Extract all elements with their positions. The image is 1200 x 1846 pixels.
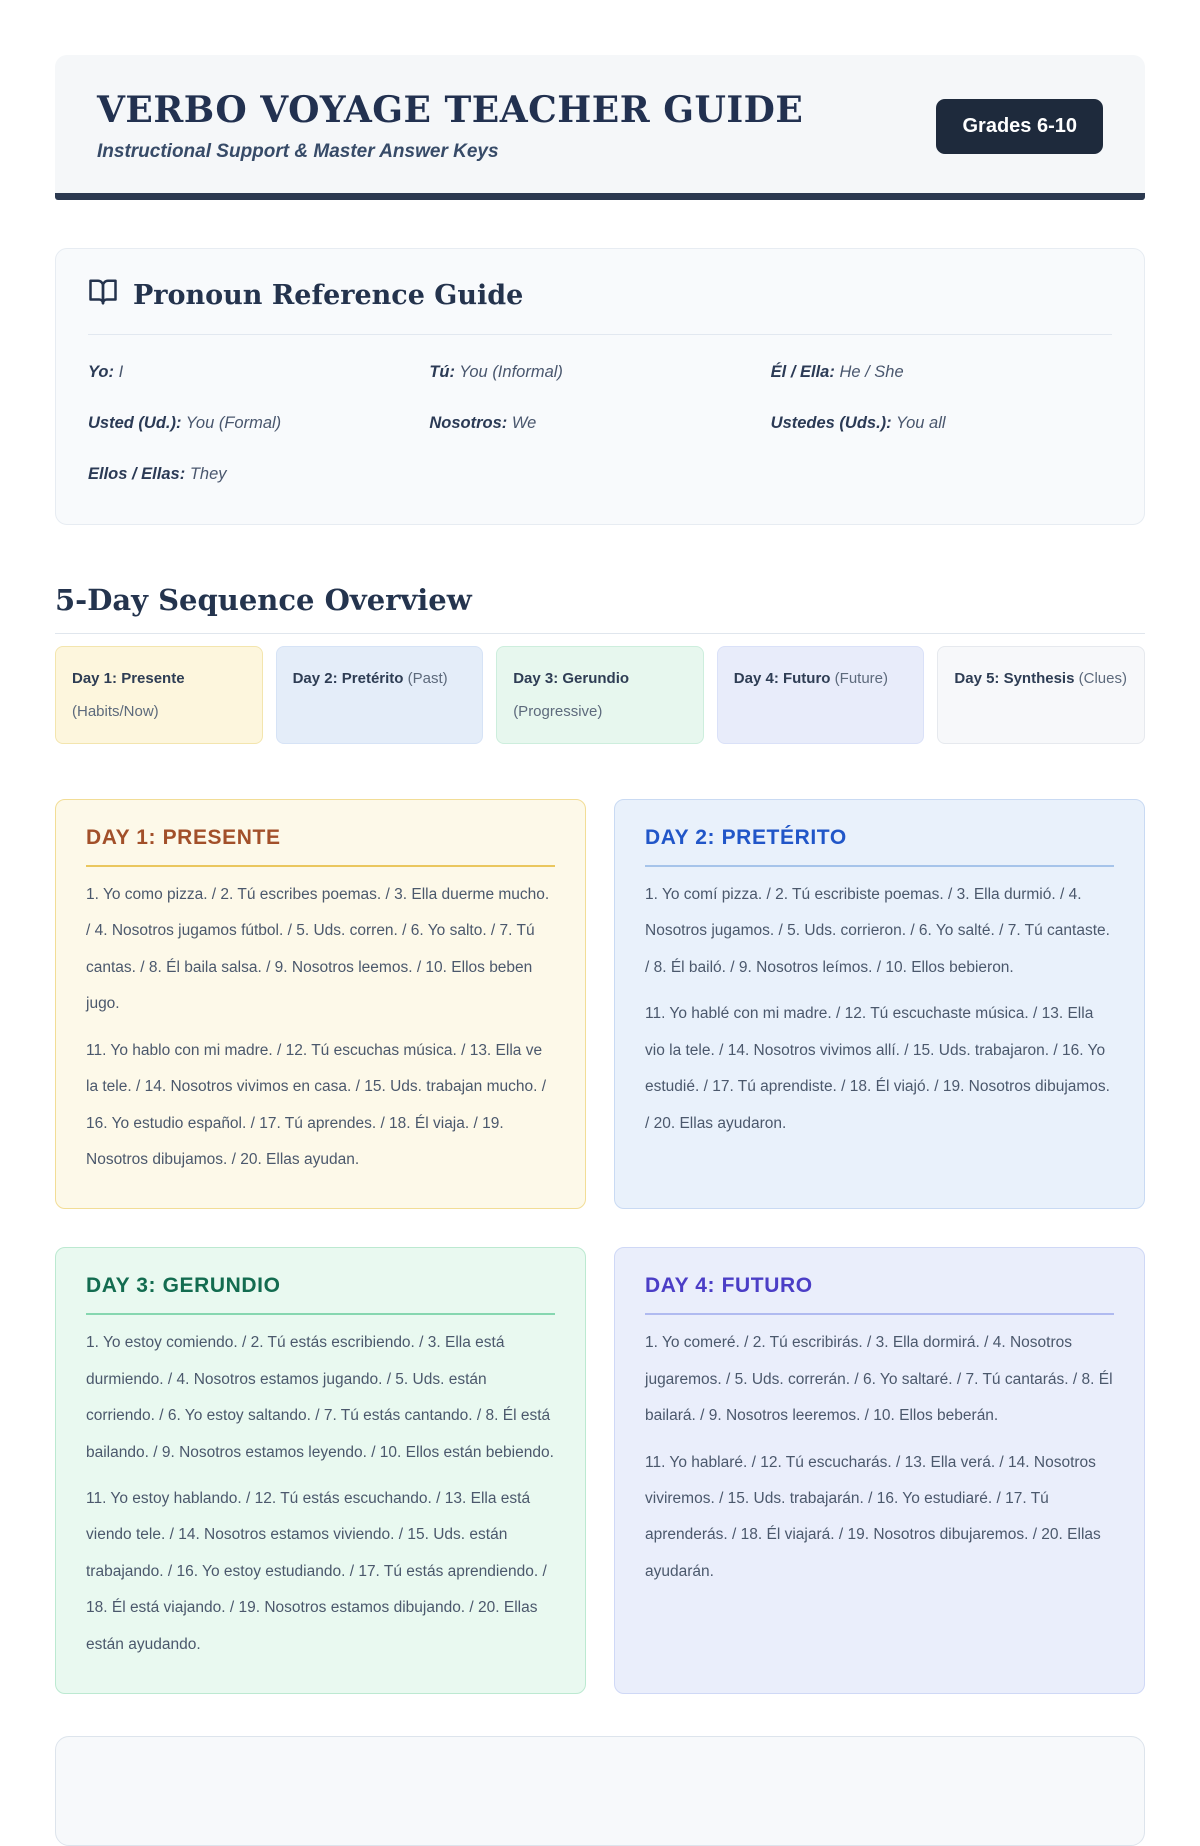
day-card-4 [717, 646, 925, 744]
pronoun-value: He / She [839, 363, 904, 381]
pronoun-label: Ustedes (Uds.): [770, 414, 892, 432]
day-card-label: Day 2: Pretérito [292, 670, 404, 687]
answer-panel-day2 [614, 799, 1145, 1209]
page-subtitle: Instructional Support & Master Answer Keys [97, 141, 499, 162]
answer-panel-day3 [55, 1247, 586, 1694]
pronoun-value: You (Formal) [185, 414, 282, 432]
open-book-icon [88, 277, 118, 314]
pronoun-entry [771, 363, 1112, 382]
answer-paragraph: 11. Yo hablo con mi madre. / 12. Tú escuchas música. / 13. Ella ve la tele. / 14. Nosotros vivimos en casa. / 15. Uds. trabajan mucho. / 16. Yo estudio español. / 17. Tú aprendes. / 18. Él viaja. / 19. Nosotros dibujamos. / 20. Ellas ayudan. [86, 1041, 547, 1168]
next-section-panel-partial [55, 1736, 1145, 1846]
pronoun-grid [88, 363, 1112, 484]
divider [86, 1313, 555, 1315]
day-card-note: (Clues) [1078, 670, 1127, 687]
pronoun-entry [88, 363, 429, 382]
page-title: VERBO VOYAGE TEACHER GUIDE [97, 89, 804, 131]
answer-paragraph: 11. Yo estoy hablando. / 12. Tú estás escuchando. / 13. Ella está viendo tele. / 14. Nosotros estamos viviendo. / 15. Uds. están trabajando. / 16. Yo estoy estudiando. / 17. Tú estás aprendiendo. / 18. Él está viajando. / 19. Nosotros estamos dibujando. / 20. Ellas están ayudando. [86, 1490, 547, 1653]
header [55, 55, 1145, 193]
pronoun-entry [88, 414, 429, 433]
answer-paragraph: 1. Yo como pizza. / 2. Tú escribes poemas. / 3. Ella duerme mucho. / 4. Nosotros jugamos fútbol. / 5. Uds. corren. / 6. Yo salto. / 7. Tú cantas. / 8. Él baila salsa. / 9. Nosotros leemos. / 10. Ellos beben jugo. [86, 886, 550, 1013]
pronoun-label: Ellos / Ellas: [88, 465, 186, 483]
answer-key-grid [55, 799, 1145, 1694]
sequence-overview-title: 5-Day Sequence Overview [55, 583, 1145, 634]
answer-paragraph: 11. Yo hablaré. / 12. Tú escucharás. / 13. Ella verá. / 14. Nosotros viviremos. / 15. Uds. trabajarán. / 16. Yo estudiaré. / 17. Tú aprenderás. / 18. Él viajará. / 19. Nosotros dibujaremos. / 20. Ellas ayudarán. [645, 1453, 1101, 1580]
pronoun-reference-panel [55, 248, 1145, 525]
pronoun-panel-title: Pronoun Reference Guide [133, 280, 524, 311]
pronoun-label: Yo: [88, 363, 114, 381]
pronoun-label: Tú: [429, 363, 455, 381]
header-accent-bar [55, 193, 1145, 200]
pronoun-label: Él / Ella: [770, 363, 835, 381]
day-card-note: (Habits/Now) [72, 703, 159, 720]
pronoun-value: I [118, 363, 124, 381]
answer-paragraph: 1. Yo comí pizza. / 2. Tú escribiste poemas. / 3. Ella durmió. / 4. Nosotros jugamos. / 5. Uds. corrieron. / 6. Yo salté. / 7. Tú cantaste. / 8. Él bailó. / 9. Nosotros leímos. / 10. Ellos bebieron. [645, 886, 1110, 976]
day-card-2 [276, 646, 484, 744]
day-card-note: (Progressive) [513, 703, 603, 720]
answer-panel-title: DAY 2: PRETÉRITO [645, 826, 847, 849]
answer-panel-title: DAY 1: PRESENTE [86, 826, 281, 849]
grades-badge: Grades 6-10 [936, 99, 1103, 154]
pronoun-label: Usted (Ud.): [88, 414, 182, 432]
pronoun-value: We [511, 414, 537, 432]
divider [645, 1313, 1114, 1315]
day-card-label: Day 5: Synthesis [954, 670, 1075, 687]
divider [645, 865, 1114, 867]
day-card-1 [55, 646, 263, 744]
day-card-label: Day 3: Gerundio [513, 670, 630, 687]
day-card-5 [937, 646, 1145, 744]
answer-paragraph: 1. Yo comeré. / 2. Tú escribirás. / 3. Ella dormirá. / 4. Nosotros jugaremos. / 5. Uds. correrán. / 6. Yo saltaré. / 7. Tú cantarás. / 8. Él bailará. / 9. Nosotros leeremos. / 10. Ellos beberán. [645, 1334, 1113, 1425]
divider [86, 865, 555, 867]
header-titles [97, 89, 803, 163]
pronoun-entry [429, 414, 770, 433]
page [55, 55, 1145, 1846]
day-card-label: Day 4: Futuro [733, 670, 831, 687]
pronoun-value: You all [895, 414, 946, 432]
answer-panel-day4 [614, 1247, 1145, 1694]
pronoun-entry [88, 465, 429, 484]
day-card-note: (Past) [407, 670, 448, 687]
pronoun-entry [771, 414, 1112, 433]
day-cards-row [55, 646, 1145, 744]
answer-paragraph: 1. Yo estoy comiendo. / 2. Tú estás escribiendo. / 3. Ella está durmiendo. / 4. Nosotros estamos jugando. / 5. Uds. están corriendo. / 6. Yo estoy saltando. / 7. Tú estás cantando. / 8. Él está bailando. / 9. Nosotros estamos leyendo. / 10. Ellos están bebiendo. [86, 1334, 554, 1461]
day-card-label: Day 1: Presente [72, 670, 185, 687]
pronoun-value: You (Informal) [459, 363, 563, 381]
answer-panel-day1 [55, 799, 586, 1209]
pronoun-entry [429, 363, 770, 382]
answer-paragraph: 11. Yo hablé con mi madre. / 12. Tú escuchaste música. / 13. Ella vio la tele. / 14. Nosotros vivimos allí. / 15. Uds. trabajaron. / 16. Yo estudié. / 17. Tú aprendiste. / 18. Él viajó. / 19. Nosotros dibujamos. / 20. Ellas ayudaron. [645, 1005, 1110, 1132]
pronoun-label: Nosotros: [429, 414, 508, 432]
day-card-3 [496, 646, 704, 744]
pronoun-panel-heading [88, 277, 1112, 314]
divider [88, 334, 1112, 335]
day-card-note: (Future) [834, 670, 888, 687]
answer-panel-title: DAY 3: GERUNDIO [86, 1274, 281, 1298]
pronoun-value: They [189, 465, 227, 483]
answer-panel-title: DAY 4: FUTURO [645, 1274, 813, 1298]
